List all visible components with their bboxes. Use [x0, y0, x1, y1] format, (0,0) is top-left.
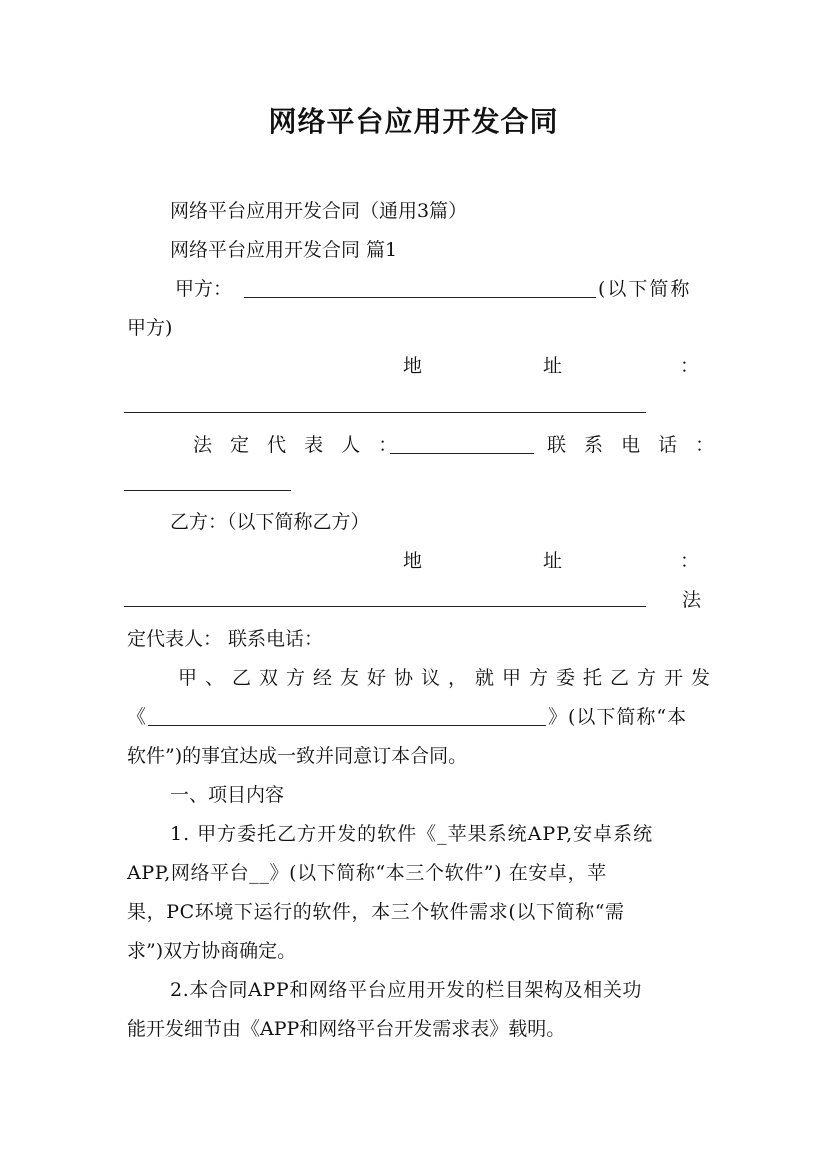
- clause-1-line-2: APP,网络平台__》(以下简称“本三个软件”) 在安卓，苹: [127, 862, 607, 884]
- party-b-address-label-1: 地: [403, 550, 423, 572]
- document-subtitle: 网络平台应用开发合同（通用3篇）: [170, 200, 468, 222]
- party-a-suffix2: 甲方): [127, 317, 173, 339]
- intro-line-2-close: 》(以下简称“本: [548, 706, 688, 728]
- software-name-blank: [148, 725, 546, 726]
- party-b-address-colon: ：: [680, 550, 700, 572]
- party-a-suffix: (以下简称: [598, 278, 692, 300]
- clause-1-line-3: 果，PC环境下运行的软件，本三个软件需求(以下简称“需: [127, 901, 625, 923]
- party-a-name-blank: [244, 297, 596, 298]
- party-a-label: 甲方：: [175, 278, 233, 300]
- clause-2-line-1: 2.本合同APP和网络平台应用开发的栏目架构及相关功: [170, 979, 643, 1001]
- party-a-address-blank: [124, 412, 646, 413]
- party-b-address-blank: [124, 606, 646, 607]
- section-heading: 一、项目内容: [170, 784, 285, 806]
- clause-2-line-2: 能开发细节由《APP和网络平台开发需求表》载明。: [127, 1018, 566, 1040]
- party-a-phone-blank: [124, 490, 291, 491]
- party-b-label: 乙方：（以下简称乙方）: [170, 511, 370, 533]
- intro-line-3: 软件”)的事宜达成一致并同意订本合同。: [127, 745, 468, 767]
- intro-line-2-open: 《: [127, 706, 147, 728]
- page-title: 网络平台应用开发合同: [268, 105, 559, 138]
- party-a-rep-blank: [390, 453, 534, 454]
- party-b-fa: 法: [682, 589, 702, 611]
- part-heading: 网络平台应用开发合同 篇1: [170, 239, 398, 261]
- party-a-rep-label: 法 定 代 表 人 ：: [193, 434, 404, 456]
- intro-line-1: 甲、乙双方经友好协议，就甲方委托乙方开发: [178, 667, 719, 689]
- party-a-phone-label: 联 系 电 话 ：: [547, 434, 721, 456]
- clause-1-line-4: 求”)双方协商确定。: [127, 940, 297, 962]
- party-a-address-label-2: 址: [543, 355, 563, 377]
- party-a-address-colon: ：: [680, 355, 700, 377]
- clause-1-line-1: 1. 甲方委托乙方开发的软件《_苹果系统APP,安卓系统: [170, 823, 654, 845]
- party-b-rep-line: 定代表人： 联系电话：: [127, 628, 324, 650]
- party-a-address-label-1: 地: [403, 355, 423, 377]
- party-b-address-label-2: 址: [543, 550, 563, 572]
